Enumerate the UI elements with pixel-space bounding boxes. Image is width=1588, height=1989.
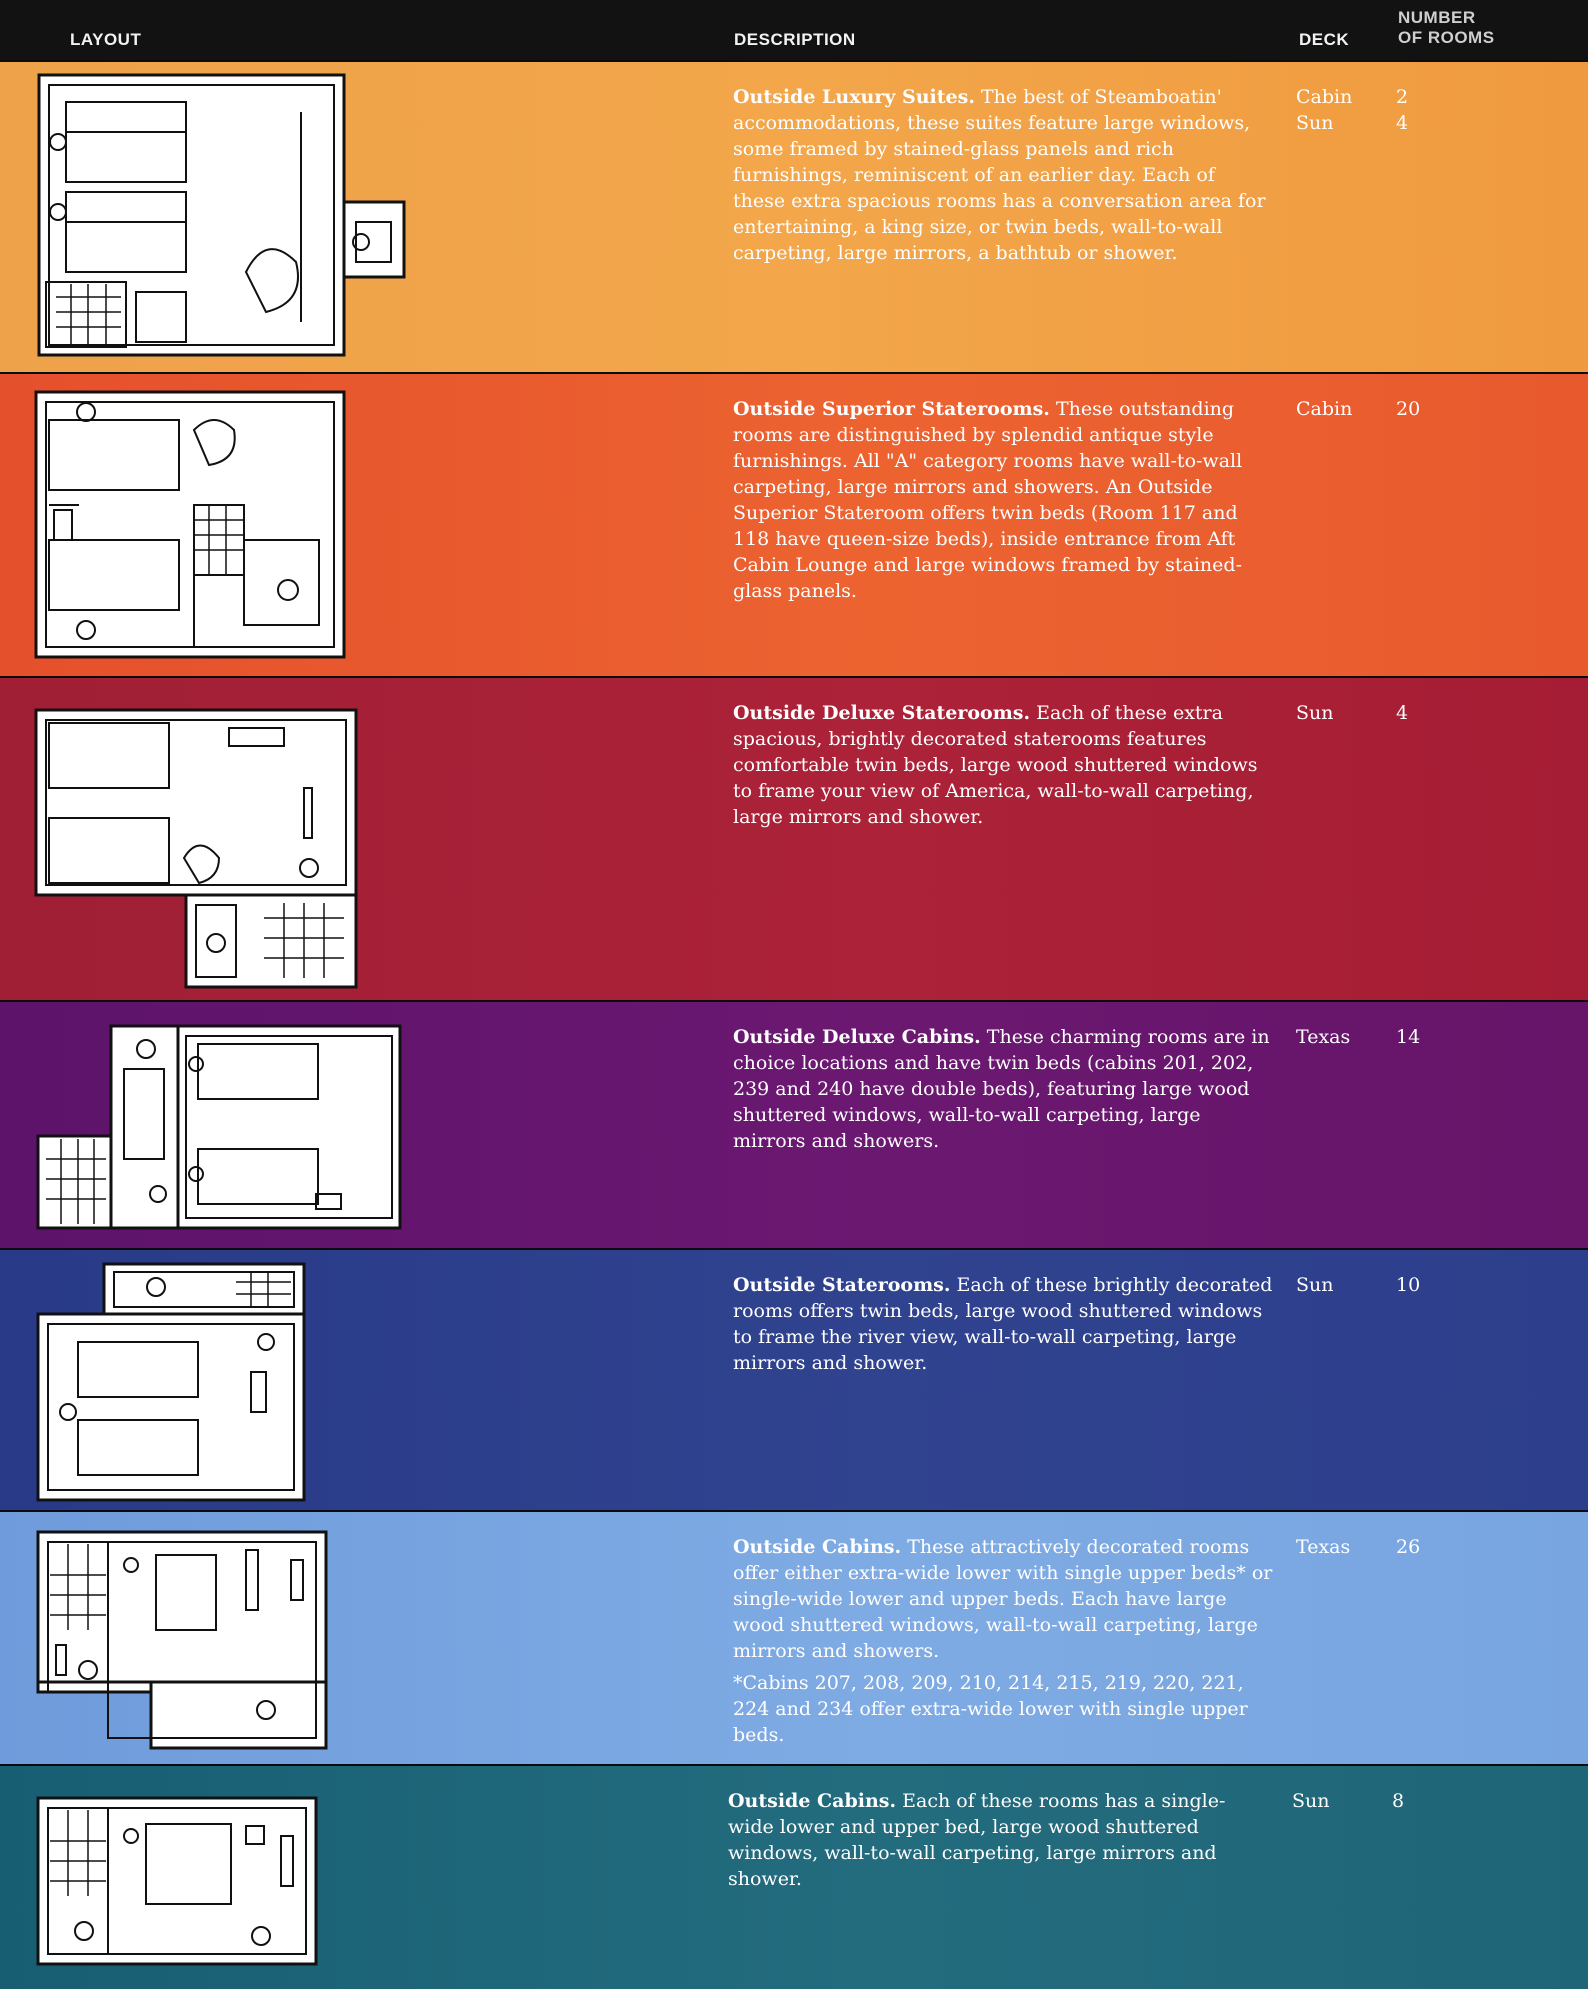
deck-value-1: Sun: [1296, 1274, 1334, 1296]
room-description-text: Each of these rooms has a single-wide lower and upper bed, large wood shuttered windows, wall-to-wall carpeting, large mirrors and shower.: [728, 1790, 1226, 1890]
room-count: [1392, 1788, 1452, 1814]
deck-value: [1296, 700, 1386, 726]
table-header: [0, 0, 1588, 60]
room-count-2: 4: [1396, 112, 1409, 134]
deck-value: [1296, 84, 1386, 136]
room-description: [733, 84, 1273, 266]
room-count-1: 8: [1392, 1790, 1405, 1812]
room-count: [1396, 1272, 1456, 1298]
room-title: Outside Luxury Suites.: [733, 86, 975, 108]
room-row-staterooms: [0, 1248, 1588, 1512]
room-row-deluxe-staterooms: [0, 676, 1588, 1002]
floor-plan-diagram: [34, 390, 350, 662]
layout-column-header: LAYOUT: [70, 30, 142, 49]
description-column-header: DESCRIPTION: [734, 30, 856, 49]
room-count: [1396, 1024, 1456, 1050]
floor-plan-diagram: [36, 1024, 406, 1234]
deck-value: [1296, 1272, 1386, 1298]
room-row-deluxe-cabins: [0, 1000, 1588, 1250]
room-description: [728, 1788, 1268, 1892]
room-count-1: 4: [1396, 702, 1409, 724]
room-description: [733, 396, 1273, 604]
room-description-text: These outstanding rooms are distinguished by splendid antique style furnishings. All "A" category rooms have wall-to-wall carpeting, large mirrors and showers. An Outside Superior Stateroom offers twin beds (Room 117 and 118 have queen-size beds), inside entrance from Aft Cabin Lounge and large windows framed by stained-glass panels.: [733, 398, 1243, 602]
room-row-outside-cabins-texas: [0, 1510, 1588, 1766]
number-of-rooms-column-header: [1398, 8, 1495, 48]
room-count: [1396, 1534, 1456, 1560]
deck-value-1: Cabin: [1296, 86, 1353, 108]
deck-value-1: Sun: [1296, 702, 1334, 724]
room-count-1: 2: [1396, 86, 1409, 108]
deck-value-2: Sun: [1296, 112, 1334, 134]
room-count-1: 14: [1396, 1026, 1421, 1048]
room-title: Outside Superior Staterooms.: [733, 398, 1050, 420]
deck-value: [1296, 396, 1386, 422]
room-title: Outside Deluxe Cabins.: [733, 1026, 981, 1048]
floor-plan-diagram: [34, 708, 364, 990]
deck-value: [1296, 1534, 1386, 1560]
floor-plan-diagram: [36, 1262, 311, 1504]
room-description-text: These attractively decorated rooms offer either extra-wide lower with single upper beds* or single-wide lower and upper beds. Each have large wood shuttered windows, wall-to-wall carpeting, large mirrors and showers.: [733, 1536, 1273, 1662]
room-description: [733, 700, 1273, 830]
room-row-outside-cabins-sun: [0, 1764, 1588, 1989]
deck-value-1: Cabin: [1296, 398, 1353, 420]
room-count: [1396, 700, 1456, 726]
floor-plan-diagram: [36, 1796, 318, 1968]
room-description-text: Each of these extra spacious, brightly decorated staterooms features comfortable twin beds, large wood shuttered windows to frame your view of America, wall-to-wall carpeting, large mirrors and shower.: [733, 702, 1258, 828]
room-count: [1396, 84, 1456, 136]
room-title: Outside Staterooms.: [733, 1274, 951, 1296]
room-title: Outside Cabins.: [733, 1536, 902, 1558]
room-description: [733, 1024, 1273, 1154]
number-of-rooms-header-line-1: NUMBER: [1398, 8, 1476, 27]
floor-plan-diagram: [36, 1530, 331, 1752]
room-description: [733, 1534, 1273, 1748]
room-count: [1396, 396, 1456, 422]
room-title: Outside Cabins.: [728, 1790, 897, 1812]
room-count-1: 20: [1396, 398, 1421, 420]
number-of-rooms-header-line-2: OF ROOMS: [1398, 28, 1495, 47]
room-row-superior-staterooms: [0, 372, 1588, 678]
room-description-text: These charming rooms are in choice locations and have twin beds (cabins 201, 202, 239 and 240 have double beds), featuring large wood shuttered windows, wall-to-wall carpeting, large mirrors and showers.: [733, 1026, 1270, 1152]
room-description-text: Each of these brightly decorated rooms offers twin beds, large wood shuttered windows to frame the river view, wall-to-wall carpeting, large mirrors and shower.: [733, 1274, 1273, 1374]
deck-value: [1296, 1024, 1386, 1050]
deck-value: [1292, 1788, 1382, 1814]
deck-value-1: Texas: [1296, 1536, 1351, 1558]
room-description: [733, 1272, 1273, 1376]
deck-value-1: Texas: [1296, 1026, 1351, 1048]
room-title: Outside Deluxe Staterooms.: [733, 702, 1031, 724]
room-footnote: *Cabins 207, 208, 209, 210, 214, 215, 219, 220, 221, 224 and 234 offer extra-wide lower with single upper beds.: [733, 1672, 1248, 1746]
deck-value-1: Sun: [1292, 1790, 1330, 1812]
room-count-1: 26: [1396, 1536, 1421, 1558]
room-count-1: 10: [1396, 1274, 1421, 1296]
floor-plan-diagram: [36, 72, 416, 362]
room-description-text: The best of Steamboatin' accommodations, these suites feature large windows, some framed by stained-glass panels and rich furnishings, reminiscent of an earlier day. Each of these extra spacious rooms has a conversation area for entertaining, a king size, or twin beds, wall-to-wall carpeting, large mirrors, a bathtub or shower.: [733, 86, 1266, 264]
room-row-luxury-suites: [0, 60, 1588, 374]
deck-column-header: DECK: [1299, 30, 1350, 49]
